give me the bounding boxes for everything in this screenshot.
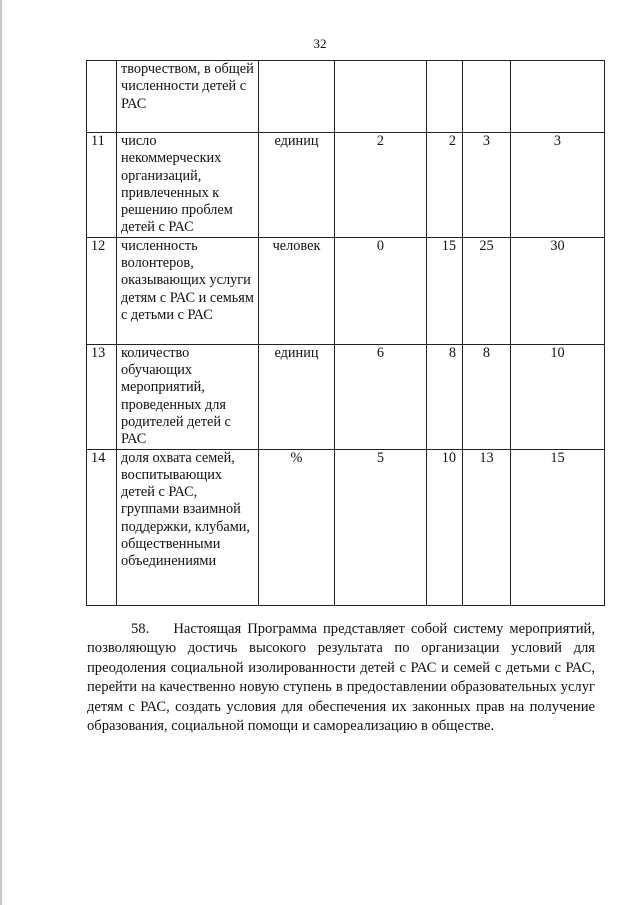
value-cell: 15 [511, 449, 605, 605]
value-cell: 30 [511, 237, 605, 344]
value-cell [511, 61, 605, 133]
value-cell: 8 [427, 344, 463, 449]
value-cell: 0 [335, 237, 427, 344]
table-row [87, 344, 605, 449]
indicators-table [86, 60, 605, 606]
unit-cell: человек [259, 237, 335, 344]
row-number: 11 [87, 133, 117, 238]
value-cell [335, 61, 427, 133]
scan-edge-line [0, 0, 2, 905]
table-row [87, 449, 605, 605]
unit-cell: % [259, 449, 335, 605]
row-number: 14 [87, 449, 117, 605]
value-cell: 5 [335, 449, 427, 605]
row-number [87, 61, 117, 133]
table-row [87, 133, 605, 238]
value-cell: 3 [463, 133, 511, 238]
unit-cell [259, 61, 335, 133]
indicator-name: количество обучающих мероприятий, проведенных для родителей детей с РАС [117, 344, 259, 449]
program-description-paragraph: 58. Настоящая Программа представляет собой систему мероприятий, позволяющую достичь высокого результата по организации условий для преодоления социальной изолированности детей с РАС и семей с детьми с РАС, перейти на качественно новую ступень в предоставлении образовательных услуг детям с РАС, создать условия для обеспечения их законных прав на получение образования, социальной помощи и самореализацию в обществе. [87, 621, 595, 735]
page-number: 32 [313, 36, 327, 51]
value-cell: 13 [463, 449, 511, 605]
indicator-name: творчеством, в общей численности детей с РАС [117, 61, 259, 133]
value-cell: 2 [427, 133, 463, 238]
unit-cell: единиц [259, 344, 335, 449]
indicator-name: число некоммерческих организаций, привлеченных к решению проблем детей с РАС [117, 133, 259, 238]
value-cell: 10 [511, 344, 605, 449]
indicator-name: численность волонтеров, оказывающих услуги детям с РАС и семьям с детьми с РАС [117, 237, 259, 344]
row-number: 13 [87, 344, 117, 449]
value-cell: 2 [335, 133, 427, 238]
table-row [87, 237, 605, 344]
value-cell [427, 61, 463, 133]
value-cell: 3 [511, 133, 605, 238]
unit-cell: единиц [259, 133, 335, 238]
value-cell [463, 61, 511, 133]
table-row [87, 61, 605, 133]
row-number: 12 [87, 237, 117, 344]
value-cell: 25 [463, 237, 511, 344]
value-cell: 15 [427, 237, 463, 344]
indicator-name: доля охвата семей, воспитывающих детей с РАС, группами взаимной поддержки, клубами, общественными объединениями [117, 449, 259, 605]
value-cell: 6 [335, 344, 427, 449]
value-cell: 10 [427, 449, 463, 605]
value-cell: 8 [463, 344, 511, 449]
